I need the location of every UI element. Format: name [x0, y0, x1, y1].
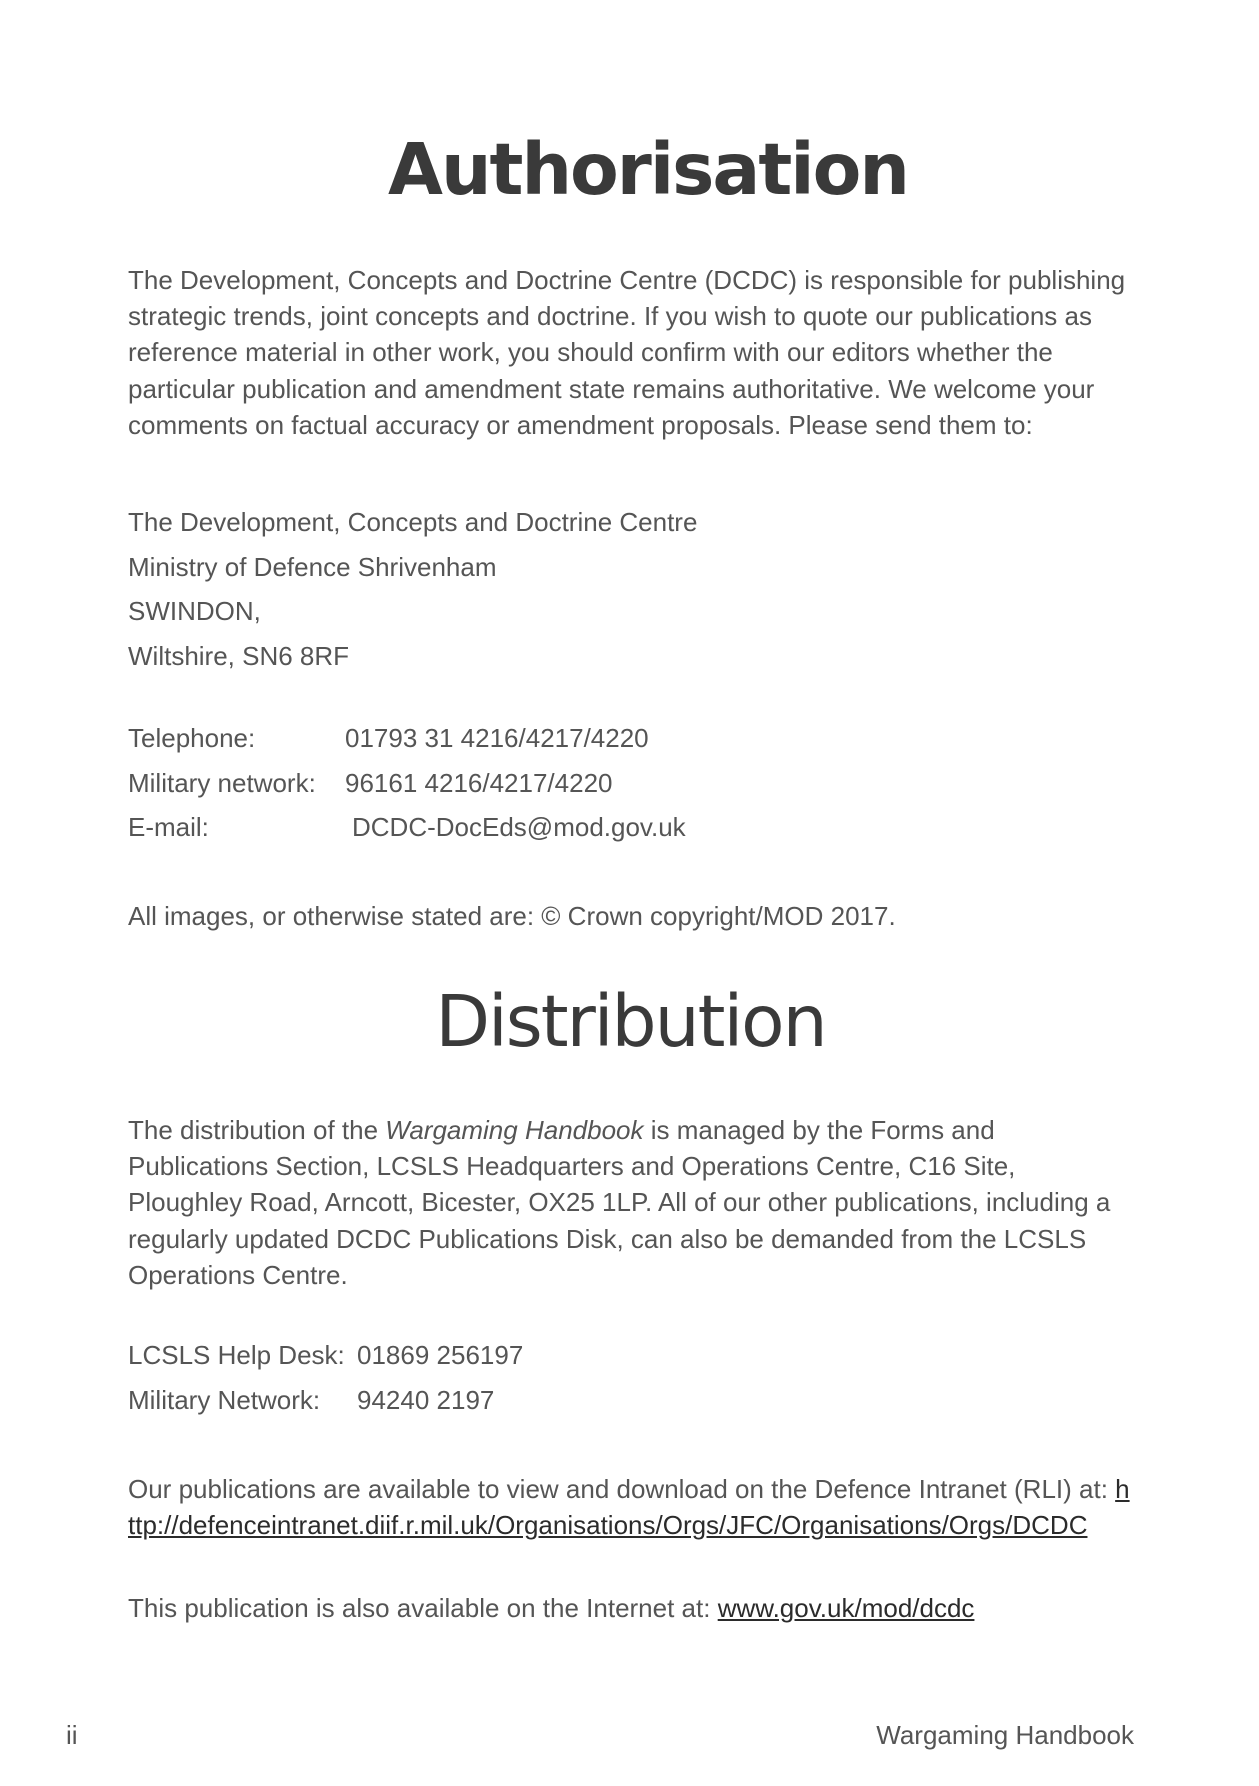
address-line: SWINDON,: [128, 596, 261, 627]
helpdesk-block: [128, 1333, 523, 1422]
address-block: [128, 500, 697, 678]
contact-label: E-mail:: [128, 812, 209, 843]
internet-paragraph: [128, 1590, 974, 1626]
distribution-heading: Distribution: [435, 980, 826, 1063]
helpdesk-label: LCSLS Help Desk:: [128, 1340, 345, 1370]
authorisation-heading: Authorisation: [388, 128, 908, 211]
helpdesk-value: 94240 2197: [357, 1384, 495, 1415]
email-address: DCDC-DocEds@mod.gov.uk: [352, 812, 686, 843]
contact-value: 96161 4216/4217/4220: [345, 767, 613, 798]
contact-label: Telephone:: [128, 723, 256, 753]
internet-link[interactable]: www.gov.uk/mod/dcdc: [717, 1593, 975, 1623]
contact-telephone: [128, 716, 686, 761]
address-line: Ministry of Defence Shrivenham: [128, 551, 497, 582]
copyright-notice: All images, or otherwise stated are: © Crown copyright/MOD 2017.: [128, 901, 896, 931]
helpdesk-row: [128, 1378, 523, 1423]
contact-label: Military network:: [128, 767, 316, 798]
helpdesk-value: 01869 256197: [357, 1340, 524, 1370]
intranet-paragraph: [128, 1471, 1133, 1543]
intranet-text: Our publications are available to view and download on the Defence Intranet (RLI) at:: [128, 1474, 1116, 1504]
internet-text: This publication is also available on the Internet at:: [128, 1593, 718, 1623]
contact-block: [128, 716, 686, 850]
page-number: ii: [66, 1720, 78, 1750]
address-line: Wiltshire, SN6 8RF: [128, 640, 350, 671]
contact-value: 01793 31 4216/4217/4220: [345, 723, 649, 753]
address-line: The Development, Concepts and Doctrine Centre: [128, 507, 698, 537]
distribution-text: is managed by the Forms and Publications Section, LCSLS Headquarters and Operations Centre, C16 Site, Ploughley Road, Arncott, Bicester, OX25 1LP. All of our other publications, including a regularly updated DCDC Publications Disk, can also be demanded from the LCSLS Operations Centre.: [128, 1115, 1111, 1290]
contact-military-network: [128, 761, 686, 806]
contact-email: [128, 805, 686, 850]
intranet-link[interactable]: http://defenceintranet.diif.r.mil.uk/Organisations/Orgs/JFC/Organisations/Orgs/DCDC: [128, 1474, 1130, 1541]
helpdesk-row: [128, 1333, 523, 1378]
distribution-paragraph: [128, 1112, 1133, 1293]
distribution-text: The distribution of the: [128, 1115, 386, 1145]
authorisation-paragraph: The Development, Concepts and Doctrine Centre (DCDC) is responsible for publishing strategic trends, joint concepts and doctrine. If you wish to quote our publications as reference material in other work, you should confirm with our editors whether the particular publication and amendment state remains authoritative. We welcome your comments on factual accuracy or amendment proposals. Please send them to:: [128, 265, 1126, 440]
helpdesk-label: Military Network:: [128, 1384, 321, 1415]
footer-title: Wargaming Handbook: [876, 1720, 1134, 1750]
publication-title: Wargaming Handbook: [385, 1115, 644, 1145]
